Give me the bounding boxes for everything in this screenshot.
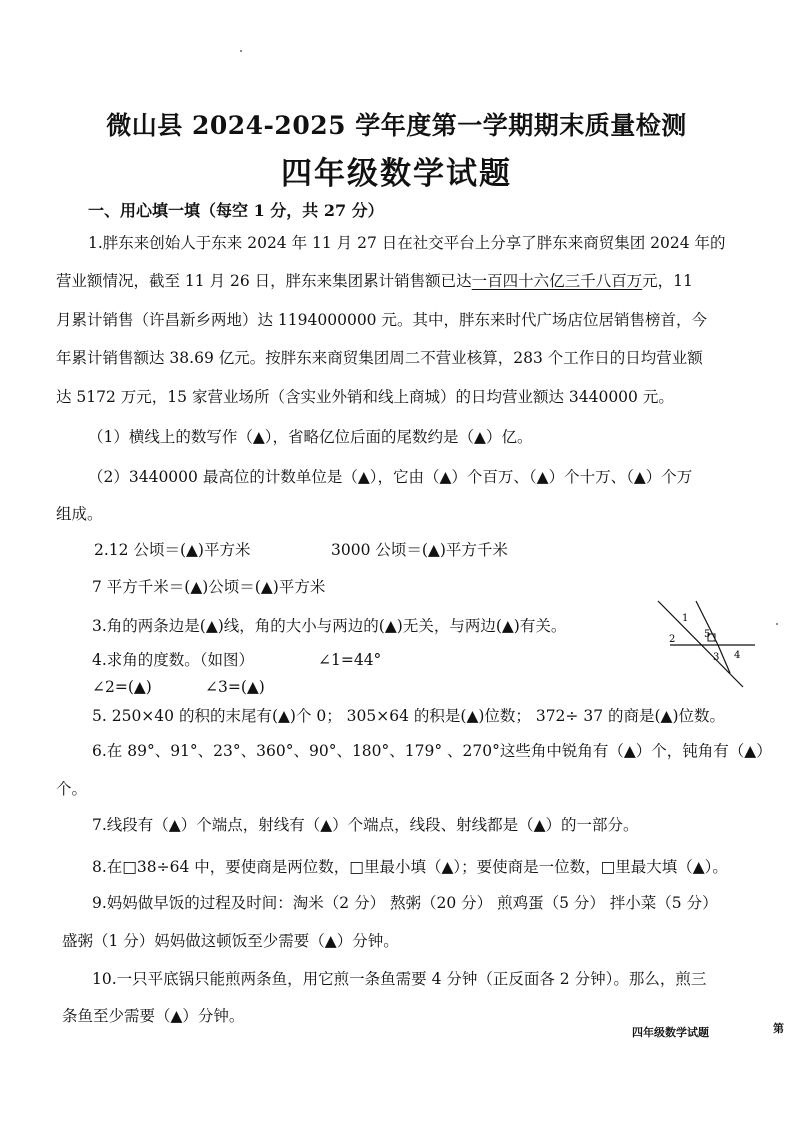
q4-ask-2: ∠2=(▲) [92, 678, 152, 696]
exam-subtitle: 四年级数学试题 [281, 156, 512, 192]
footer-label: 四年级数学试题 [632, 1026, 709, 1039]
q1-line3: 月累计销售（许昌新乡两地）达 1194000000 元。其中，胖东来时代广场店位居销售榜首，今 [56, 311, 707, 329]
footer-page: 第 [773, 1022, 784, 1035]
q4-ask-3: ∠3=(▲) [205, 678, 265, 696]
q1-line4: 年累计销售额达 38.69 亿元。按胖东来商贸集团周二不营业核算，283 个工作日的日均营业额 [56, 349, 703, 367]
q1-sub1: （1）横线上的数写作（▲），省略亿位后面的尾数约是（▲）亿。 [88, 428, 533, 446]
q9-line2: 盛粥（1 分）妈妈做这顿饭至少需要（▲）分钟。 [62, 932, 399, 950]
q1-sub2-line2: 组成。 [56, 505, 103, 523]
q6-line1: 6.在 89°、91°、23°、360°、90°、180°、179° 、270°这些角中锐角有（▲）个，钝角有（▲） [92, 742, 772, 760]
q6-line2: 个。 [56, 780, 88, 798]
question-3: 3.角的两条边是(▲)线，角的大小与两边的(▲)无关，与两边(▲)有关。 [92, 617, 567, 635]
q10-line1: 10.一只平底锅只能煎两条鱼，用它煎一条鱼需要 4 分钟（正反面各 2 分钟）。那么，煎三 [92, 970, 707, 988]
section-heading: 一、用心填一填（每空 1 分，共 27 分） [88, 201, 384, 220]
q1-line2-tail: 元，11 [642, 272, 693, 290]
angle-label-3: 3 [713, 652, 720, 663]
q2-line2: 7 平方千米＝(▲)公顷＝(▲)平方米 [92, 578, 326, 596]
q2-part-a: 2.12 公顷＝(▲)平方米 [94, 541, 251, 559]
scan-speck [240, 50, 242, 52]
angle-figure [650, 595, 760, 690]
angle-label-2: 2 [669, 634, 676, 645]
scan-speck [776, 623, 778, 625]
underlined-number: 一百四十六亿三千八百万 [471, 272, 643, 290]
angle-label-5: 5 [704, 629, 711, 640]
q1-line5: 达 5172 万元，15 家营业场所（含实业外销和线上商城）的日均营业额达 3440000 元。 [56, 388, 674, 406]
q1-line2 [56, 271, 693, 291]
question-7: 7.线段有（▲）个端点，射线有（▲）个端点，线段、射线都是（▲）的一部分。 [92, 816, 639, 834]
angle-label-4: 4 [734, 650, 741, 661]
q10-line2: 条鱼至少需要（▲）分钟。 [62, 1007, 245, 1025]
q2-part-b: 3000 公顷＝(▲)平方千米 [331, 541, 508, 559]
exam-title: 微山县 2024-2025 学年度第一学期期末质量检测 [106, 111, 687, 140]
q4-given: ∠1=44° [318, 651, 382, 669]
q9-line1: 9.妈妈做早饭的过程及时间：淘米（2 分） 熬粥（20 分） 煎鸡蛋（5 分） 拌小菜（5 分） [92, 894, 718, 912]
q1-sub2-line1: （2）3440000 最高位的计数单位是（▲），它由（▲）个百万、（▲）个十万、（▲）个万 [88, 468, 693, 486]
q1-line1: 1.胖东来创始人于东来 2024 年 11 月 27 日在社交平台上分享了胖东来商贸集团 2024 年的 [88, 234, 726, 252]
angle-label-1: 1 [682, 613, 689, 624]
question-8: 8.在□38÷64 中，要使商是两位数，□里最小填（▲）；要使商是一位数，□里最大填（▲）。 [92, 858, 728, 876]
question-5: 5. 250×40 的积的末尾有(▲)个 0； 305×64 的积是(▲)位数； 372÷ 37 的商是(▲)位数。 [92, 707, 725, 725]
q4-text: 4.求角的度数。（如图） [92, 651, 255, 669]
q1-line2-text: 营业额情况，截至 11 月 26 日，胖东来集团累计销售额已达 [56, 272, 472, 290]
intersecting-line-b [718, 645, 730, 673]
